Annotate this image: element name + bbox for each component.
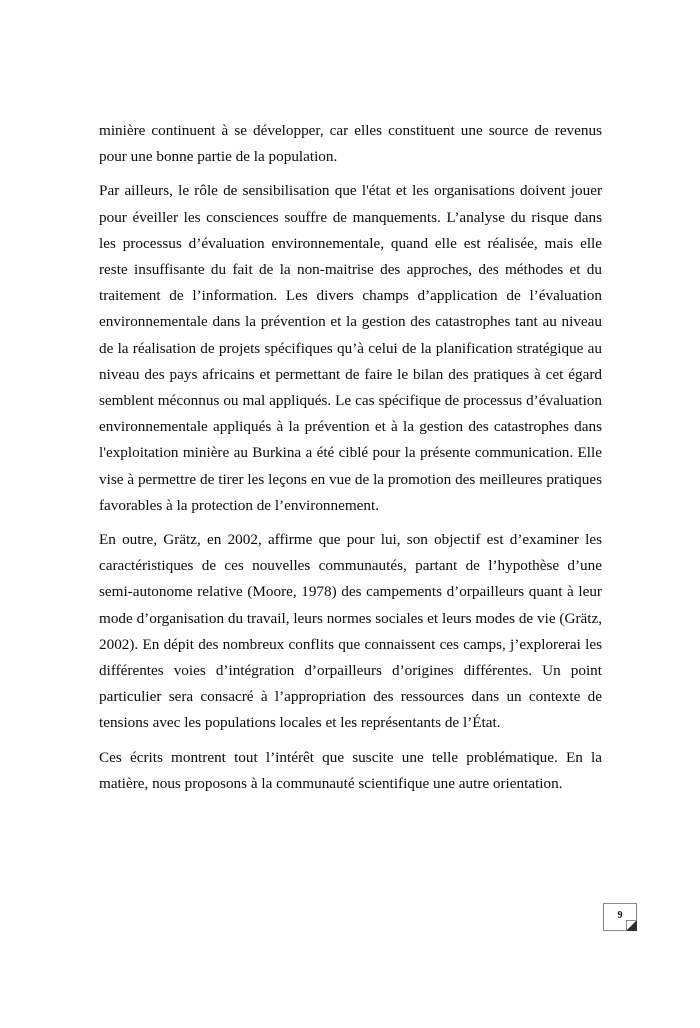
page-number-badge [603, 903, 637, 931]
paragraph-2: Par ailleurs, le rôle de sensibilisation que l'état et les organisations doivent jouer pour éveiller les consciences souffre de manquements. L’analyse du risque dans les processus d’évaluation environnementale, quand elle est réalisée, mais elle reste insuffisante du fait de la non-maitrise des approches, des méthodes et du traitement de l’information. Les divers champs d’application de l’évaluation environnementale dans la prévention et la gestion des catastrophes tant au niveau de la réalisation de projets spécifiques qu’à celui de la planification stratégique au niveau des pays africains et permettant de faire le bilan des pratiques à cet égard semblent méconnus ou mal appliqués. Le cas spécifique de processus d’évaluation environnementale appliqués à la prévention et à la gestion des catastrophes dans l'exploitation minière au Burkina a été ciblé pour la présente communication. Elle vise à permettre de tirer les leçons en vue de la promotion des meilleures pratiques favorables à la protection de l’environnement. [99, 182, 602, 514]
document-body [99, 118, 602, 797]
paragraph-3: En outre, Grätz, en 2002, affirme que pour lui, son objectif est d’examiner les caractéristiques de ces nouvelles communautés, partant de l’hypothèse d’une semi-autonome relative (Moore, 1978) des campements d’orpailleurs quant à leur mode d’organisation du travail, leurs normes sociales et leurs modes de vie (Grätz, 2002). En dépit des nombreux conflits que connaissent ces camps, j’explorerai les différentes voies d’intégration d’orpailleurs d’origines différentes. Un point particulier sera consacré à l’appropriation des ressources dans un contexte de tensions avec les populations locales et les représentants de l’État. [99, 531, 602, 732]
paragraph-1: minière continuent à se développer, car elles constituent une source de revenus pour une bonne partie de la population. [99, 122, 602, 166]
paragraph-4: Ces écrits montrent tout l’intérêt que suscite une telle problématique. En la matière, nous proposons à la communauté scientifique une autre orientation. [99, 748, 602, 792]
page-number-label: 9 [617, 909, 623, 921]
folded-corner-edge-icon [626, 920, 637, 931]
